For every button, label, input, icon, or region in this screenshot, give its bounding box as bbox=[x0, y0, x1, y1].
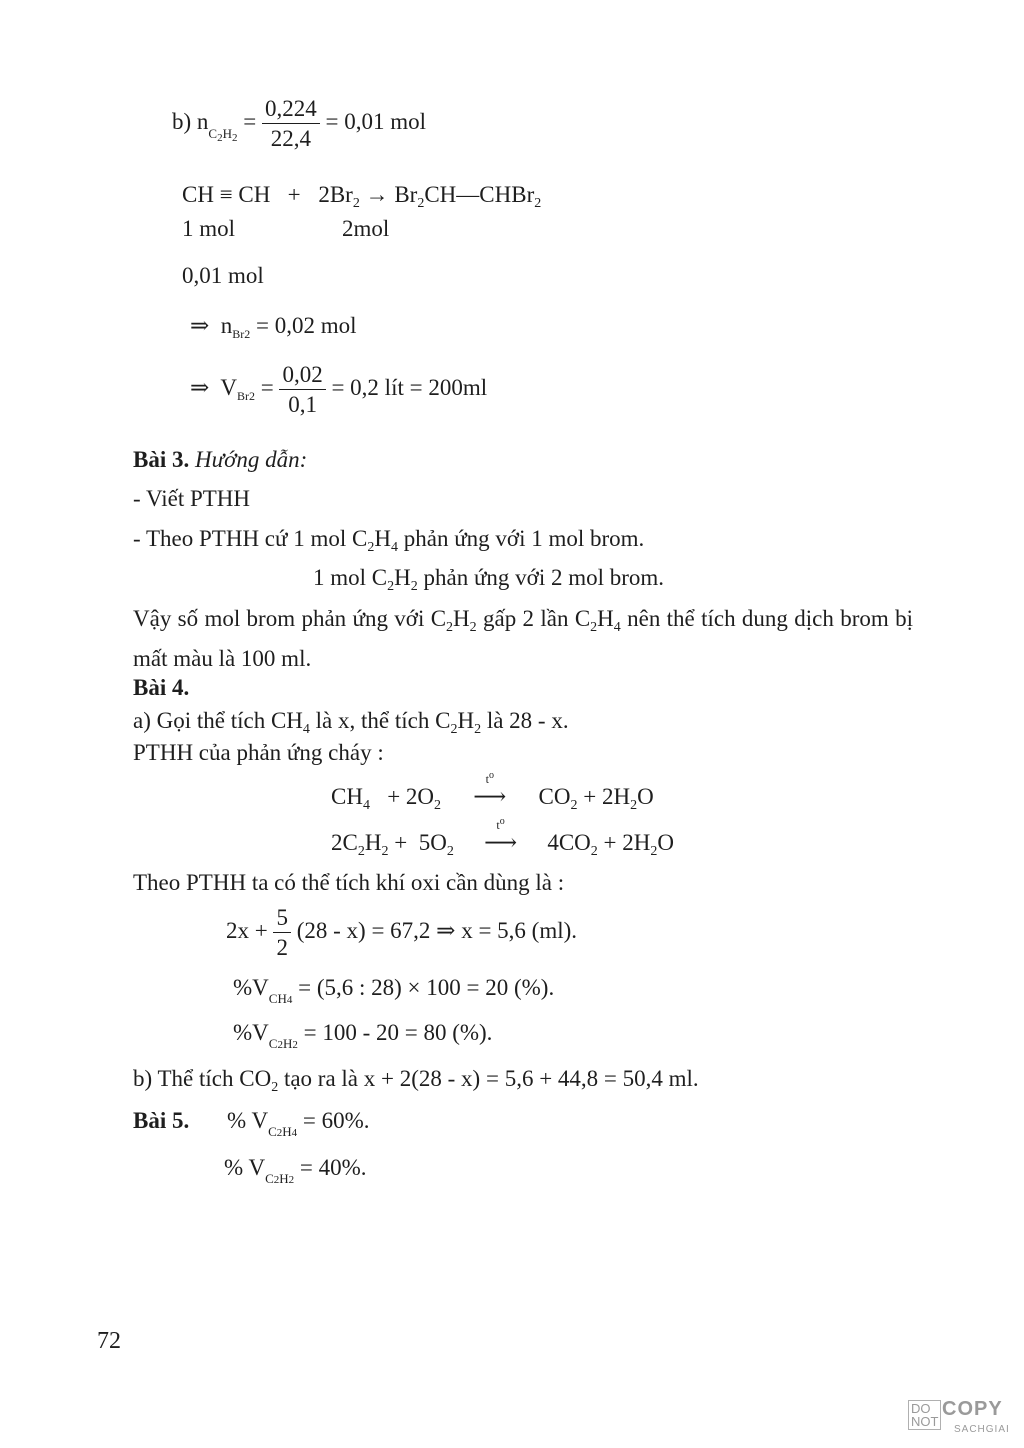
b2-reaction-line: CH ≡ CH + $2Br_2$ → $Br_2CH—CHBr_2$ bbox=[182, 182, 542, 211]
b2-nbr-line: ⇒ $n_{Br2} = 0,02$ mol bbox=[190, 313, 357, 341]
b2-nsub: C2H2 bbox=[208, 126, 238, 145]
b3-heading: Bài 3. Hướng dẫn: bbox=[133, 447, 308, 472]
do-not-copy-logo: DO NOT COPY SACHGIAI bbox=[908, 1398, 1008, 1440]
b5-line-1: Bài 5. % $V_{C2H4} = 60\%$. bbox=[133, 1108, 370, 1139]
heat-arrow-icon: $t^o$ ⟶ bbox=[473, 770, 507, 809]
b3-paragraph: Vậy số mol brom phản ứng với $C_2H_2$ gấp 2 lần $C_2H_4$ nên thể tích dung dịch brom bị mất màu là 100 ml. bbox=[133, 606, 913, 671]
b3-line-2: - Theo PTHH cứ 1 mol $C_2H_4$ phản ứng với 1 mol brom. bbox=[133, 526, 645, 555]
b3-line-3: 1 mol $C_2H_2$ phản ứng với 2 mol brom. bbox=[313, 565, 665, 594]
b2-mol-2: 2mol bbox=[342, 216, 390, 241]
b4-reaction-2: $2C_2H_2 + 5O_2$ $t^o$ ⟶ $4CO_2 + 2H_2O$ bbox=[331, 816, 674, 859]
b2-fraction-2: $\frac{0,02}{0,1}$ bbox=[279, 362, 325, 418]
b2-result-1: = 0,01 mol bbox=[325, 109, 426, 135]
b4-heading: Bài 4. bbox=[133, 675, 190, 700]
b4-percent-2: $\%V_{C2H2} = 100 - 20 = 80$ (%). bbox=[233, 1020, 493, 1051]
b5-line-2: % $V_{C2H2} = 40\%$. bbox=[224, 1155, 367, 1186]
b4-reaction-1: $CH_4 + 2O_2$ $t^o$ ⟶ $CO_2 + 2H_2O$ bbox=[331, 770, 654, 813]
page-number: 72 bbox=[97, 1328, 121, 1354]
heat-arrow-icon: $t^o$ ⟶ bbox=[484, 816, 518, 855]
b2-moles-line: b) $n_{C_2H_2}$ = $\frac{0,224}{22,4}$ = 0,01 mol bbox=[172, 96, 426, 152]
b2-mol-1: 1 mol bbox=[182, 216, 236, 241]
b3-line-1: - Viết PTHH bbox=[133, 486, 251, 511]
logo-do-box: DO NOT bbox=[908, 1400, 941, 1430]
b4-a-line: a) Gọi thể tích $CH_4$ là x, thể tích $C_2H_2$ là 28 - x. bbox=[133, 708, 569, 737]
b2-vbr-line: ⇒ $V_{Br2}$ = $\frac{0,02}{0,1}$ = 0,2 lít = 200ml bbox=[190, 362, 488, 418]
b2-fraction-1: $\frac{0,224}{22,4}$ bbox=[262, 96, 320, 152]
b2-mol-3: 0,01 mol bbox=[182, 263, 264, 288]
b4-theo-line: Theo PTHH ta có thể tích khí oxi cần dùng là : bbox=[133, 870, 565, 895]
b2-label: b) n bbox=[172, 109, 209, 135]
b4-percent-1: $\%V_{CH4} = (5,6$ : 28) × 100 = 20 (%). bbox=[233, 975, 555, 1006]
b4-pthh-line: PTHH của phản ứng cháy : bbox=[133, 740, 384, 765]
b4-fraction: $\frac{5}{2}$ bbox=[273, 905, 291, 961]
b4-b-line: b) Thể tích $CO_2$ tạo ra là x + 2(28 - x) = 5,6 + 44,8 = 50,4 ml. bbox=[133, 1066, 699, 1095]
b4-equation: 2x + $\frac{5}{2}$ (28 - x) = 67,2 ⇒ x = 5,6 (ml). bbox=[226, 905, 578, 961]
